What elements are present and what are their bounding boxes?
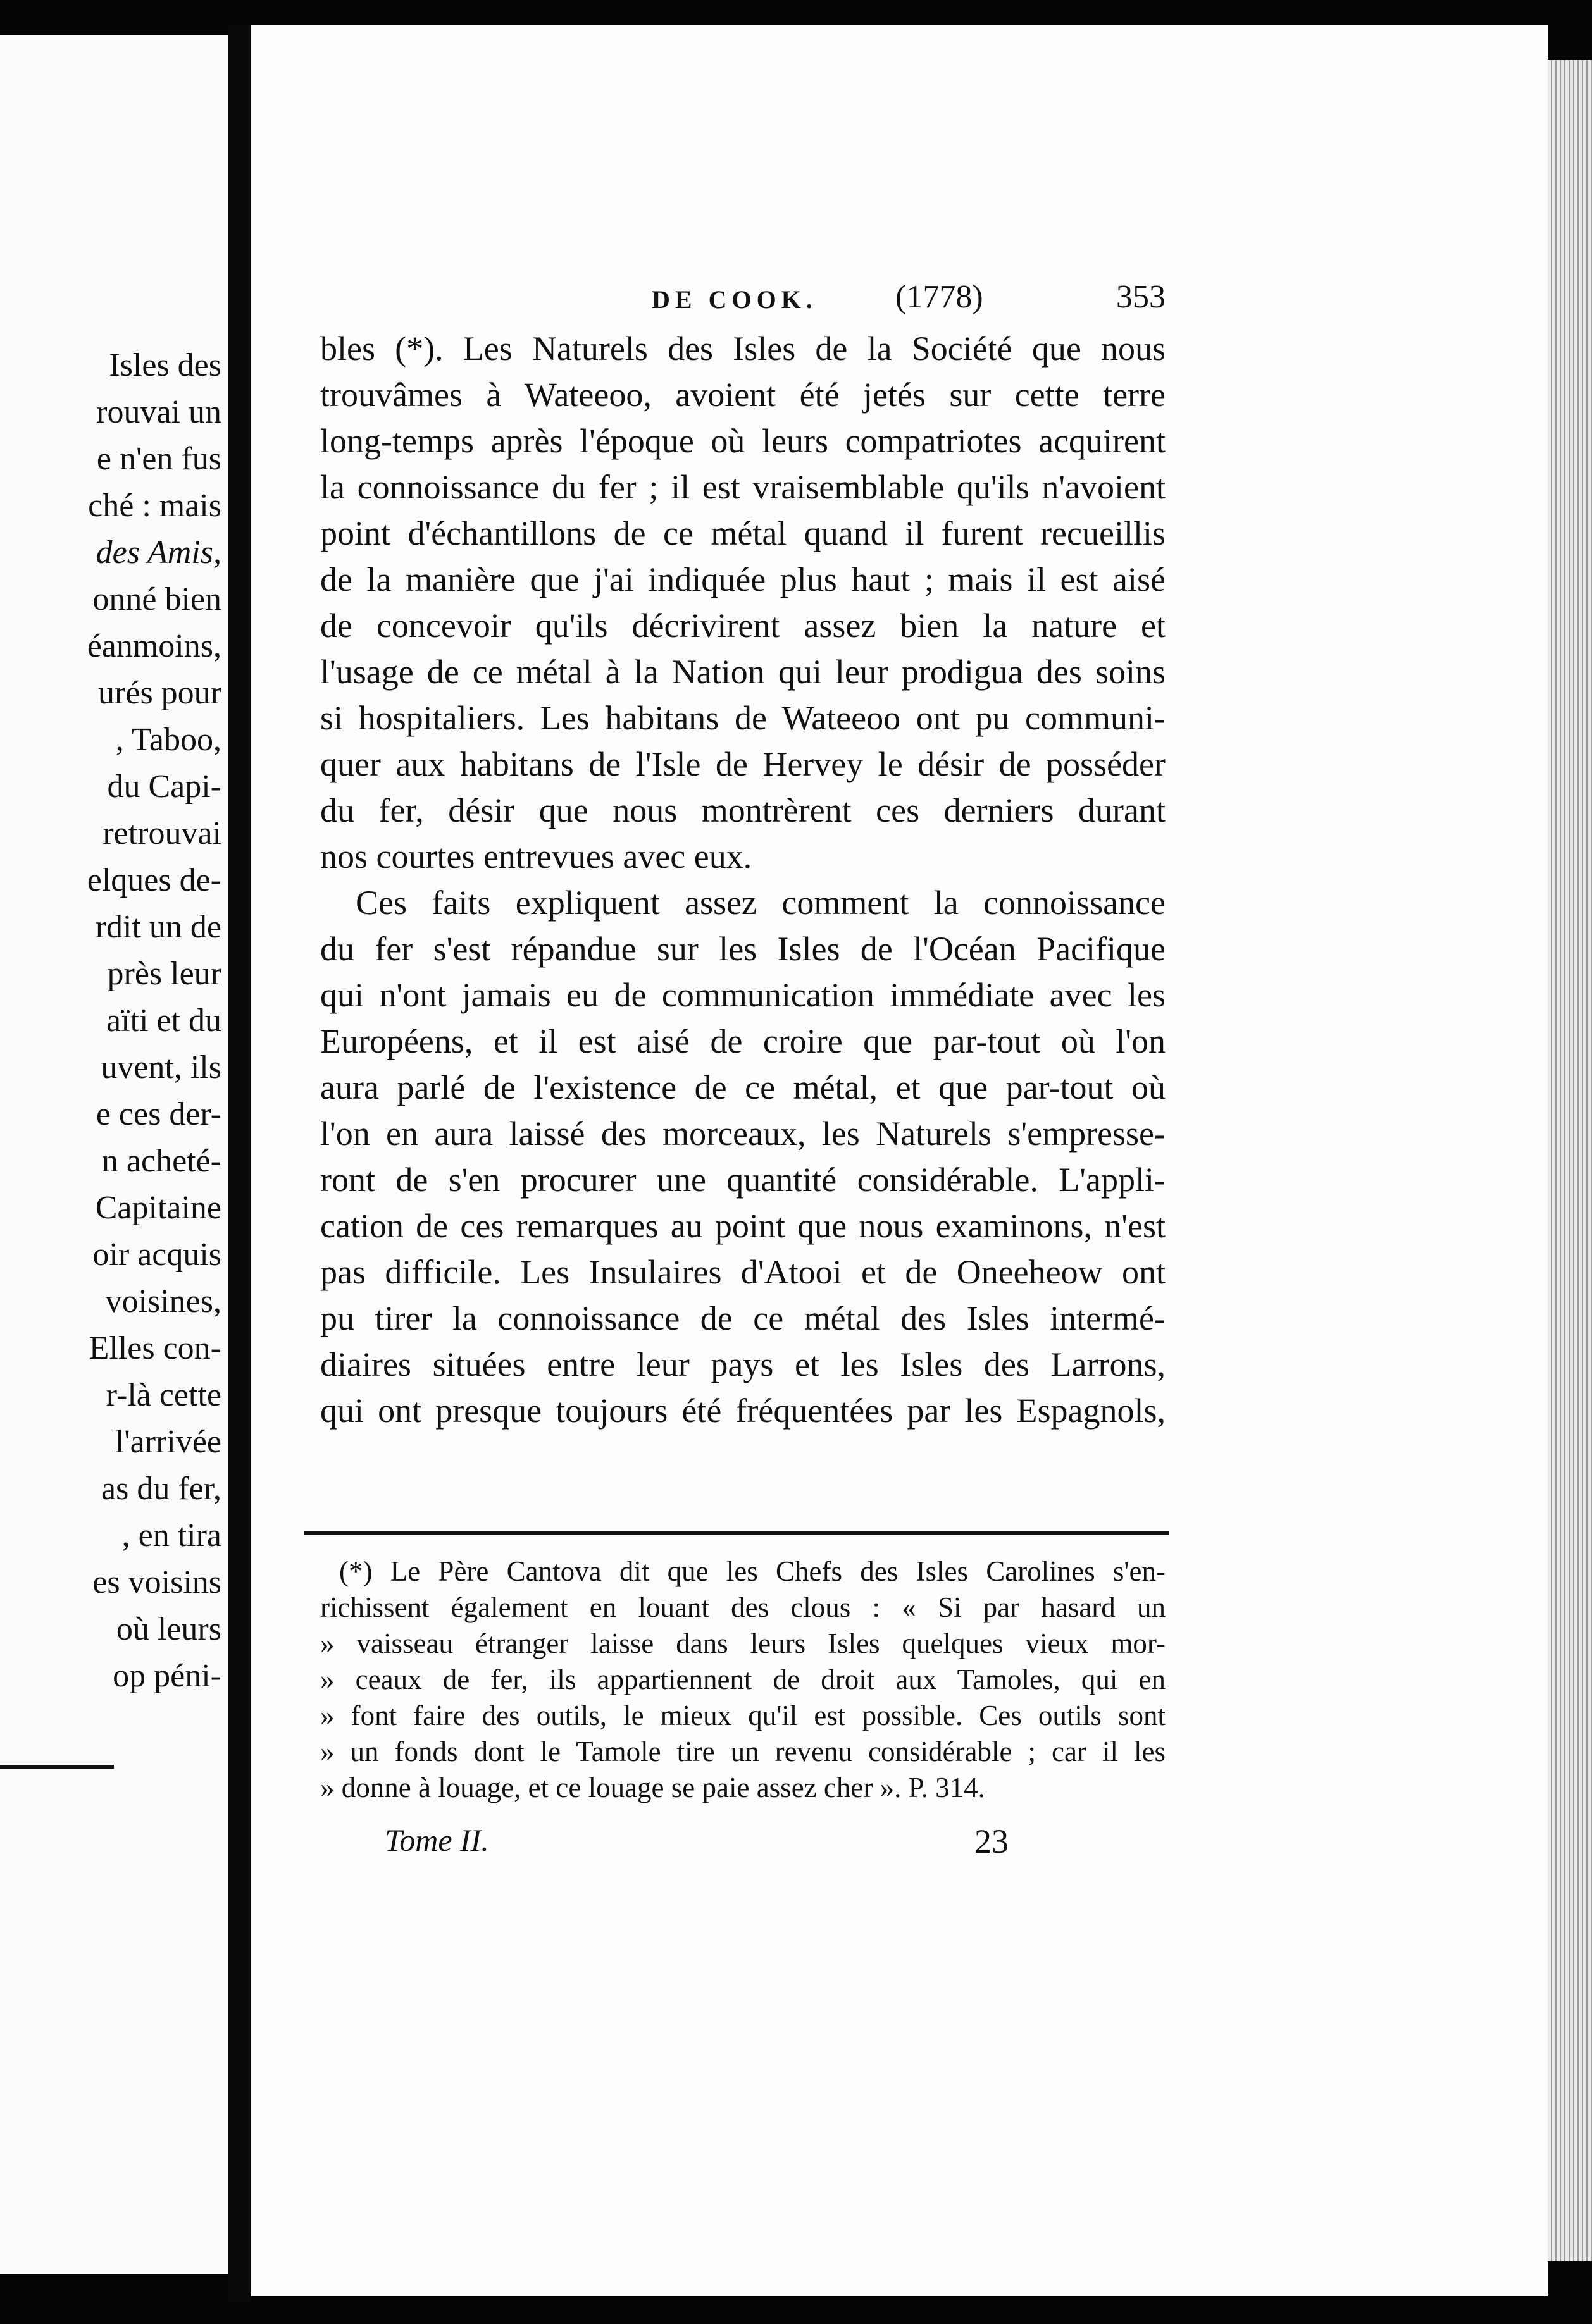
facing-page-line: n acheté-: [101, 1143, 221, 1179]
text-line: cation de ces remarques au point que nous examinons, n'est: [320, 1207, 1166, 1245]
text-line: diaires situées entre leur pays et les Isles des Larrons,: [320, 1345, 1166, 1383]
facing-page-line: e n'en fus: [96, 441, 221, 477]
text-line: la connoissance du fer ; il est vraisemblable qu'ils n'avoient: [320, 468, 1166, 506]
text-line: Ces faits expliquent assez comment la connoissance: [356, 884, 1166, 922]
text-line: de concevoir qu'ils décrivirent assez bien la nature et: [320, 607, 1166, 645]
text-line: Européens, et il est aisé de croire que par-tout où l'on: [320, 1022, 1166, 1060]
signature-mark: 23: [974, 1822, 1009, 1860]
text-line: du fer, désir que nous montrèrent ces derniers durant: [320, 791, 1166, 829]
text-line: nos courtes entrevues avec eux.: [320, 838, 752, 875]
text-line: du fer s'est répandue sur les Isles de l'Océan Pacifique: [320, 930, 1166, 968]
facing-page-line: , Taboo,: [115, 722, 221, 758]
text-line: qui n'ont jamais eu de communication immédiate avec les: [320, 976, 1166, 1014]
page-edges: [1548, 60, 1592, 2261]
facing-page-line: elques de-: [87, 862, 221, 898]
text-line: long-temps après l'époque où leurs compatriotes acquirent: [320, 422, 1166, 460]
facing-page-line: rdit un de: [95, 909, 221, 945]
running-head: [652, 278, 1166, 323]
facing-page-line: près leur: [107, 956, 221, 992]
footnote-line: richissent également en louant des clous : « Si par hasard un: [320, 1592, 1166, 1623]
facing-page-line: urés pour: [98, 675, 221, 711]
footnote-line: » ceaux de fer, ils appartiennent de droit aux Tamoles, qui en: [320, 1664, 1166, 1695]
facing-page-line: l'arrivée: [115, 1424, 221, 1460]
facing-page-line: aïti et du: [106, 1003, 221, 1039]
text-line: bles (*). Les Naturels des Isles de la Société que nous: [320, 330, 1166, 368]
text-line: l'usage de ce métal à la Nation qui leur prodigua des soins: [320, 653, 1166, 691]
facing-page-line: e ces der-: [96, 1096, 221, 1132]
text-line: quer aux habitans de l'Isle de Hervey le désir de posséder: [320, 745, 1166, 783]
facing-page-rule: [0, 1765, 114, 1769]
facing-page-line: , en tira: [121, 1517, 221, 1554]
facing-page-line: es voisins: [92, 1564, 221, 1600]
facing-page-line: rouvai un: [96, 394, 221, 430]
text-line: de la manière que j'ai indiquée plus haut ; mais il est aisé: [320, 560, 1166, 598]
footnote-line: » donne à louage, et ce louage se paie assez cher ». P. 314.: [320, 1772, 985, 1803]
facing-page-line: où leurs: [116, 1611, 221, 1647]
book-gutter: [228, 25, 251, 2302]
text-line: l'on en aura laissé des morceaux, les Naturels s'empresse-: [320, 1115, 1166, 1153]
page-number: 353: [1116, 279, 1166, 315]
facing-page-line: as du fer,: [101, 1471, 221, 1507]
facing-page-line: onné bien: [92, 581, 221, 617]
running-head-title: DE COOK.: [652, 285, 818, 314]
text-line: pu tirer la connoissance de ce métal des Isles intermé-: [320, 1299, 1166, 1337]
footnote-line: » un fonds dont le Tamole tire un revenu considérable ; car il les: [320, 1736, 1166, 1767]
text-line: point d'échantillons de ce métal quand il furent recueillis: [320, 514, 1166, 552]
facing-page-line: des Amis,: [96, 535, 221, 571]
text-line: qui ont presque toujours été fréquentées par les Espagnols,: [320, 1392, 1166, 1430]
text-line: pas difficile. Les Insulaires d'Atooi et de Oneeheow ont: [320, 1253, 1166, 1291]
footnote-line: (*) Le Père Cantova dit que les Chefs des Isles Carolines s'en-: [339, 1555, 1166, 1587]
facing-page-line: Capitaine: [95, 1190, 221, 1226]
facing-page-line: ché : mais: [88, 488, 221, 524]
text-line: si hospitaliers. Les habitans de Wateeoo ont pu communi-: [320, 699, 1166, 737]
footnote-line: » vaisseau étranger laisse dans leurs Isles quelques vieux mor-: [320, 1628, 1166, 1659]
facing-page-line: Isles des: [109, 347, 221, 383]
facing-page-left: [0, 35, 228, 2274]
volume-label: Tome II.: [385, 1822, 489, 1858]
facing-page-text: [0, 35, 228, 2274]
facing-page-line: voisines,: [105, 1283, 221, 1320]
facing-page-line: oir acquis: [92, 1237, 221, 1273]
running-head-year: (1778): [895, 279, 983, 315]
text-line: ront de s'en procurer une quantité considérable. L'appli-: [320, 1161, 1166, 1199]
facing-page-line: éanmoins,: [87, 628, 221, 664]
facing-page-line: du Capi-: [107, 769, 221, 805]
text-line: trouvâmes à Wateeoo, avoient été jetés sur cette terre: [320, 376, 1166, 414]
footnote-separator: [304, 1531, 1169, 1535]
facing-page-line: r-là cette: [106, 1377, 221, 1413]
facing-page-line: uvent, ils: [101, 1049, 221, 1085]
facing-page-line: Elles con-: [89, 1330, 221, 1366]
facing-page-line: op péni-: [113, 1658, 221, 1694]
text-line: aura parlé de l'existence de ce métal, et que par-tout où: [320, 1068, 1166, 1106]
facing-page-line: retrouvai: [103, 815, 221, 851]
footnote-line: » font faire des outils, le mieux qu'il est possible. Ces outils sont: [320, 1700, 1166, 1731]
